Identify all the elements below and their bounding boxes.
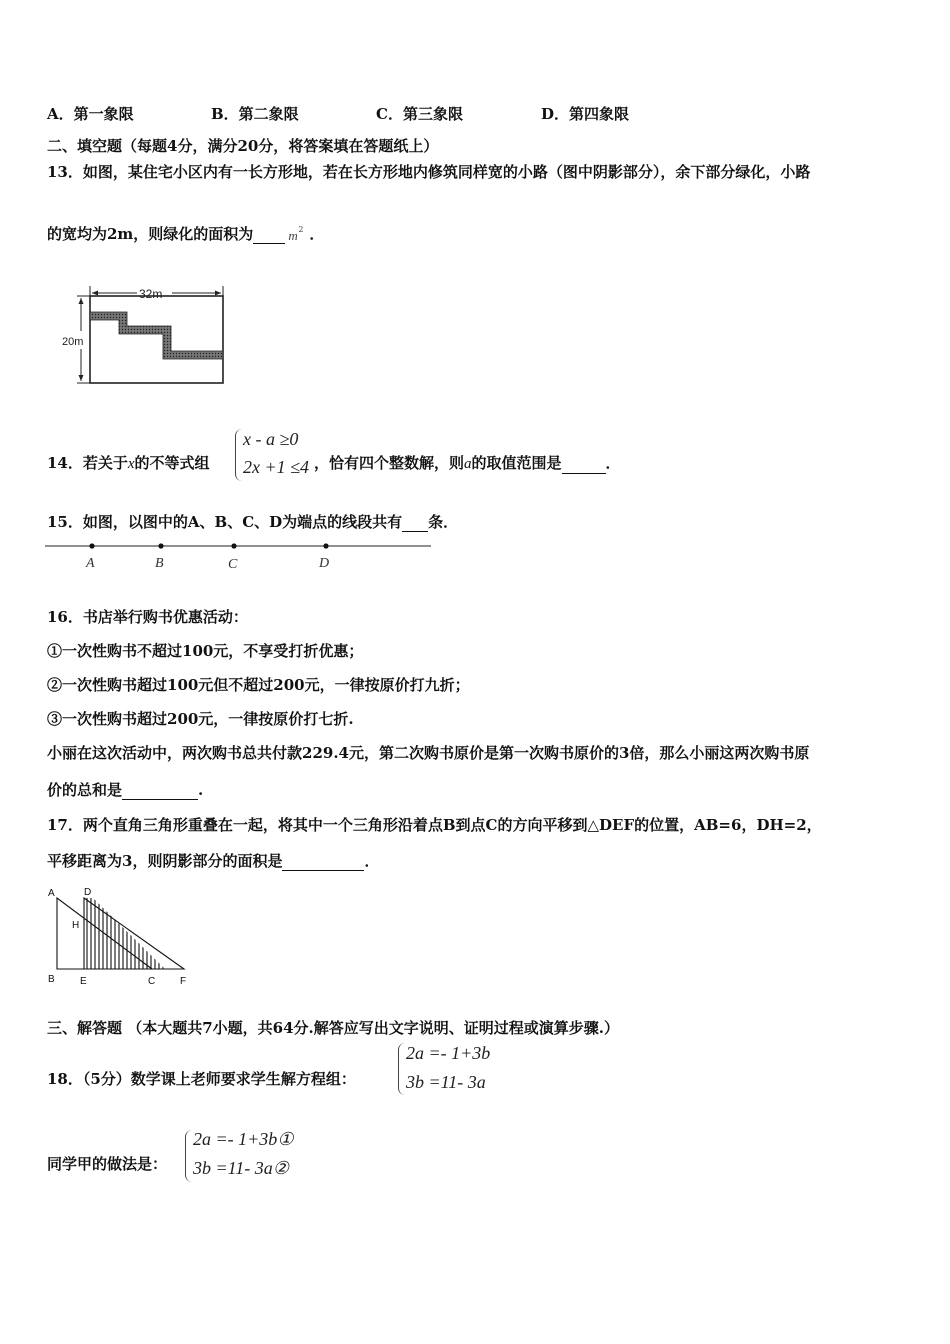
- q13-unit-base: m: [288, 228, 298, 243]
- q14-post1: ，恰有四个整数解，则: [314, 454, 465, 472]
- q16-line4: 小丽在这次活动中，两次购书总共付款229.4元，第二次购书原价是第一次购书原价的3倍，那么小丽这两次购书原: [47, 744, 810, 762]
- q16-line5: [47, 780, 203, 800]
- q14-text-pre: [47, 453, 210, 474]
- q16-line5-pre: 价的总和是: [47, 781, 123, 799]
- q16-rule2: ②一次性购书超过100元但不超过200元，一律按原价打九折；: [47, 676, 470, 694]
- q14-var-a: a: [464, 456, 472, 472]
- q17-figure: [44, 884, 194, 990]
- section2-heading: 二、填空题（每题4分，满分20分，将答案填在答题纸上）: [47, 137, 439, 155]
- student-eq2: 3b =11- 3a②: [193, 1158, 289, 1178]
- q15-label-b: B: [155, 556, 164, 571]
- q15-point-c: [231, 543, 236, 548]
- q13-width-label: 32m: [139, 287, 163, 301]
- option-b: B．第二象限: [211, 105, 299, 123]
- q14-post2: 的取值范围是: [471, 454, 562, 472]
- q17-line2-pre: 平移距离为3，则阴影部分的面积是: [47, 852, 283, 870]
- q17-label-a: A: [48, 888, 55, 899]
- q13-line2: [47, 224, 324, 244]
- student-eq1: 2a =- 1+3b①: [193, 1129, 294, 1149]
- option-a: A．第一象限: [47, 105, 134, 123]
- q13-figure: [55, 283, 230, 388]
- q14-ineq2: 2x +1 ≤4: [243, 457, 310, 477]
- q13-answer-blank: [253, 227, 285, 244]
- q17-label-c: C: [148, 976, 156, 987]
- q14-ineq1: x - a ≥0: [243, 429, 299, 449]
- q15-label-c: C: [228, 557, 238, 572]
- q15-point-a: [89, 543, 94, 548]
- q14-var-x: x: [127, 456, 135, 472]
- q15-answer-blank: [402, 515, 428, 532]
- q14-text-post: [314, 453, 621, 474]
- student-brace: [185, 1130, 192, 1182]
- q14-prefix: 14．若关于: [47, 454, 128, 472]
- q16-rule3: ③一次性购书超过200元，一律按原价打七折.: [47, 710, 354, 728]
- q16-rule1: ①一次性购书不超过100元，不享受打折优惠；: [47, 642, 364, 660]
- q18-brace: [398, 1043, 405, 1095]
- option-c: C．第三象限: [376, 105, 463, 123]
- q14-end: ．: [605, 454, 621, 472]
- q17-line2-post: ．: [364, 852, 380, 870]
- q14-mid: 的不等式组: [134, 454, 210, 472]
- q15-figure: [45, 537, 435, 573]
- q14-answer-blank: [562, 457, 606, 474]
- q17-label-b: B: [48, 974, 55, 985]
- q16-line5-post: .: [198, 781, 204, 799]
- q13-height-label: 20m: [62, 336, 84, 348]
- q13-unit-exp: 2: [298, 225, 304, 234]
- q17-answer-blank: [282, 854, 364, 871]
- q13-line2-end: ．: [309, 225, 325, 243]
- student-text: 同学甲的做法是：: [47, 1155, 168, 1173]
- q17-label-d: D: [84, 887, 92, 898]
- q17-label-f: F: [180, 976, 187, 987]
- q17-label-e: E: [80, 976, 87, 987]
- q15-text-pre: 15．如图，以图中的A、B、C、D为端点的线段共有: [47, 513, 403, 531]
- q18-eq1: 2a =- 1+3b: [406, 1043, 491, 1063]
- q17-line1: 17．两个直角三角形重叠在一起，将其中一个三角形沿着点B到点C的方向平移到△DEF的位置，AB=6，DH=2，: [47, 816, 822, 834]
- q17-label-h: H: [72, 920, 80, 931]
- q14-brace: [235, 429, 242, 481]
- section3-heading: 三、解答题 （本大题共7小题，共64分.解答应写出文字说明、证明过程或演算步骤.）: [47, 1019, 619, 1037]
- q13-line1: 13．如图，某住宅小区内有一长方形地，若在长方形地内修筑同样宽的小路（图中阴影部分），余下部分绿化，小路: [47, 163, 811, 181]
- q16-answer-blank: [122, 783, 198, 800]
- q15-label-d: D: [319, 556, 330, 571]
- q13-land-rect: [90, 296, 223, 383]
- q15-point-d: [323, 543, 328, 548]
- q15-text: [47, 512, 458, 532]
- q17-line2: [47, 851, 379, 871]
- q16-title: 16．书店举行购书优惠活动：: [47, 608, 248, 626]
- q18-eq2: 3b =11- 3a: [406, 1072, 486, 1092]
- q15-text-post: 条．: [428, 513, 459, 531]
- q15-point-b: [158, 543, 163, 548]
- q15-label-a: A: [86, 556, 95, 571]
- option-d: D．第四象限: [541, 105, 630, 123]
- q13-line2-text: 的宽均为2m，则绿化的面积为: [47, 225, 254, 243]
- q18-text: 18．（5分）数学课上老师要求学生解方程组：: [47, 1070, 356, 1088]
